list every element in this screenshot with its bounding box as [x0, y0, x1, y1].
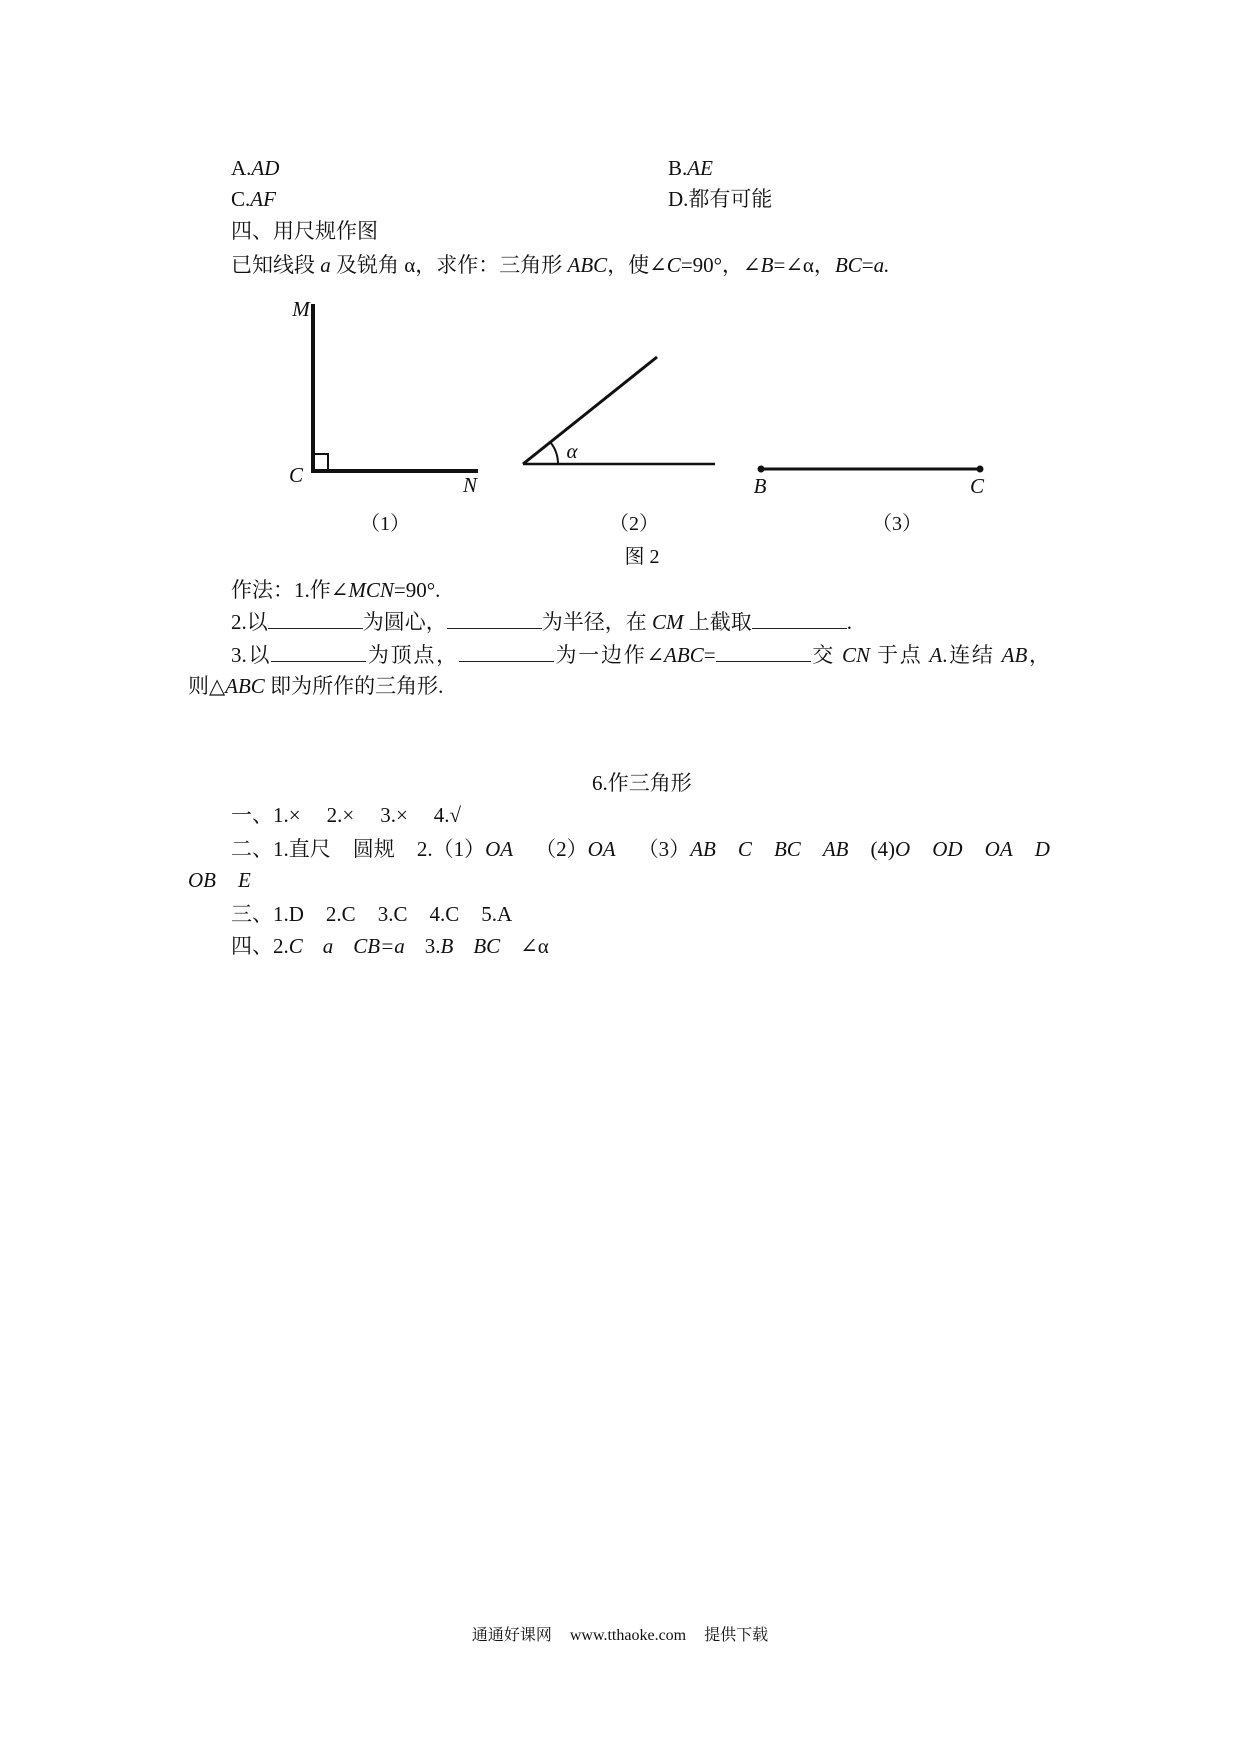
- answer-blank: [459, 643, 554, 662]
- answers-part1: [231, 800, 461, 830]
- answer-var: O: [895, 837, 911, 861]
- answer-var: BC: [773, 837, 801, 861]
- method-line-4: [188, 671, 443, 701]
- answer-item: 三、1.D: [231, 902, 304, 926]
- figure-2: [0, 290, 1240, 580]
- segment-figure: [754, 466, 985, 536]
- footer-site-name: 通通好课网: [471, 1627, 552, 1644]
- answer-var: a: [322, 934, 334, 958]
- answer-item: 3.C: [377, 902, 408, 926]
- figure-title: 图 2: [624, 546, 660, 568]
- answer-var: OA: [485, 837, 514, 861]
- answer-var: OA: [587, 837, 616, 861]
- method-text: .: [846, 610, 852, 634]
- answer-blank: [752, 610, 847, 629]
- answer-item: [425, 931, 454, 961]
- option-a-letter: A.: [231, 156, 252, 180]
- option-a-value: AD: [251, 156, 280, 180]
- option-a: [231, 153, 279, 183]
- answer-var: B: [440, 934, 454, 958]
- method-text: 为半径，在: [541, 610, 652, 634]
- acute-angle-figure: [523, 357, 715, 535]
- prompt-var: a: [320, 253, 331, 277]
- answer-var: OB: [188, 868, 216, 892]
- option-c-letter: C.: [231, 187, 251, 211]
- answer-item: 4.√: [433, 803, 462, 827]
- option-d-value: 都有可能: [688, 187, 773, 211]
- answer-item: 2.×: [326, 803, 355, 827]
- answer-var: D: [1034, 837, 1050, 861]
- method-text: ，: [1027, 643, 1051, 667]
- label-b: B: [753, 474, 767, 498]
- method-var: CN: [841, 643, 870, 667]
- answer-var: BC: [473, 934, 501, 958]
- prompt-text: =90°，∠: [680, 253, 761, 277]
- prompt-var: ABC: [567, 253, 608, 277]
- answer-text: (4): [870, 837, 896, 861]
- section-heading: 四、用尺规作图: [231, 219, 378, 243]
- method-text: 即为所作的三角形.: [264, 674, 444, 698]
- prompt-text: =∠α，: [773, 253, 835, 277]
- answer-item: [417, 834, 513, 864]
- prompt-text: =: [861, 253, 874, 277]
- method-text: 交: [810, 643, 842, 667]
- method-text: 于点: [870, 643, 930, 667]
- answers-part3: [231, 899, 512, 929]
- answer-item: [535, 834, 616, 864]
- answer-item: 二、1.直尺: [231, 837, 331, 861]
- answer-blank: [447, 610, 542, 629]
- answer-var: CB=a: [353, 934, 405, 958]
- method-var: CM: [652, 610, 684, 634]
- method-text: 为顶点，: [366, 643, 459, 667]
- footer-suffix: 提供下载: [704, 1627, 769, 1644]
- answer-var: E: [238, 868, 251, 892]
- answer-var: AB: [822, 837, 849, 861]
- answer-item: 2.C: [325, 902, 356, 926]
- label-c2: C: [969, 474, 985, 498]
- angle-side-ray: [523, 357, 657, 464]
- answer-blank: [716, 643, 811, 662]
- point-c: [977, 466, 984, 473]
- caption-2: （2）: [609, 513, 659, 535]
- answer-blank: [268, 610, 363, 629]
- answer-text: 2.（1）: [416, 837, 486, 861]
- option-b-letter: B.: [668, 156, 688, 180]
- method-var: ABC: [664, 643, 704, 667]
- answer-var: AB: [690, 837, 716, 861]
- method-var: ABC: [225, 674, 265, 698]
- answer-blank: [271, 643, 366, 662]
- method-text: 为圆心，: [362, 610, 447, 634]
- method-text: =: [703, 643, 716, 667]
- label-m: M: [292, 297, 310, 321]
- method-text: 3.以: [231, 643, 272, 667]
- answer-item: [871, 834, 911, 864]
- answer-item: [638, 834, 716, 864]
- method-line-3: [231, 640, 1050, 670]
- method-line-1: [231, 575, 440, 605]
- caption-1: （1）: [360, 513, 410, 535]
- caption-3: （3）: [872, 513, 922, 535]
- answer-item: [231, 931, 303, 961]
- option-c: [231, 184, 276, 214]
- method-text: 为一边作∠: [553, 643, 665, 667]
- right-angle-mark: [313, 454, 328, 471]
- prompt-text: 及锐角 α，求作：三角形: [330, 253, 568, 277]
- option-d-letter: D.: [668, 187, 689, 211]
- right-angle-figure: [289, 297, 478, 535]
- method-line-2: [231, 607, 852, 637]
- method-text: .连结: [942, 643, 1002, 667]
- option-b-value: AE: [687, 156, 713, 180]
- option-b: [668, 153, 713, 183]
- prompt-var: a.: [873, 253, 890, 277]
- answers-title: 6.作三角形: [592, 771, 692, 795]
- answer-text: 四、2.: [231, 934, 289, 958]
- answer-item: ∠α: [520, 934, 549, 958]
- prompt-text: ，使∠: [607, 253, 667, 277]
- answer-item: 一、1.×: [231, 803, 301, 827]
- label-alpha: α: [566, 439, 578, 463]
- option-c-value: AF: [250, 187, 276, 211]
- answer-item: 4.C: [429, 902, 460, 926]
- prompt-text: 已知线段: [231, 253, 321, 277]
- answer-text: （2）: [535, 837, 588, 861]
- label-c: C: [288, 463, 304, 487]
- method-text: 作法：1.作∠: [231, 578, 349, 602]
- answer-var: C: [288, 934, 303, 958]
- option-d: [668, 184, 772, 214]
- angle-arc: [550, 442, 558, 464]
- method-var: AB: [1001, 643, 1028, 667]
- page-footer: [0, 1624, 1240, 1648]
- method-text: 2.以: [231, 610, 268, 634]
- answer-item: 3.×: [380, 803, 408, 827]
- method-text: 则△: [188, 674, 226, 698]
- label-n: N: [462, 473, 478, 497]
- answer-text: （3）: [637, 837, 691, 861]
- construction-prompt: [231, 250, 889, 280]
- answer-item: 5.A: [481, 902, 513, 926]
- answers-part2: [231, 834, 1050, 864]
- answer-text: 3.: [424, 934, 441, 958]
- prompt-var: C: [666, 253, 681, 277]
- footer-url: www.tthaoke.com: [569, 1627, 687, 1644]
- answer-var: OA: [984, 837, 1013, 861]
- answers-part2-continued: [188, 865, 251, 895]
- method-var: MCN: [348, 578, 394, 602]
- method-var: A: [929, 643, 943, 667]
- method-text: =90°.: [393, 578, 441, 602]
- answer-var: C: [737, 837, 752, 861]
- method-text: 上截取: [683, 610, 752, 634]
- prompt-var: B: [760, 253, 774, 277]
- answers-part4: [231, 931, 549, 961]
- prompt-var: BC: [834, 253, 862, 277]
- point-b: [758, 466, 765, 473]
- answer-item: 圆规: [352, 837, 395, 861]
- answer-var: OD: [932, 837, 963, 861]
